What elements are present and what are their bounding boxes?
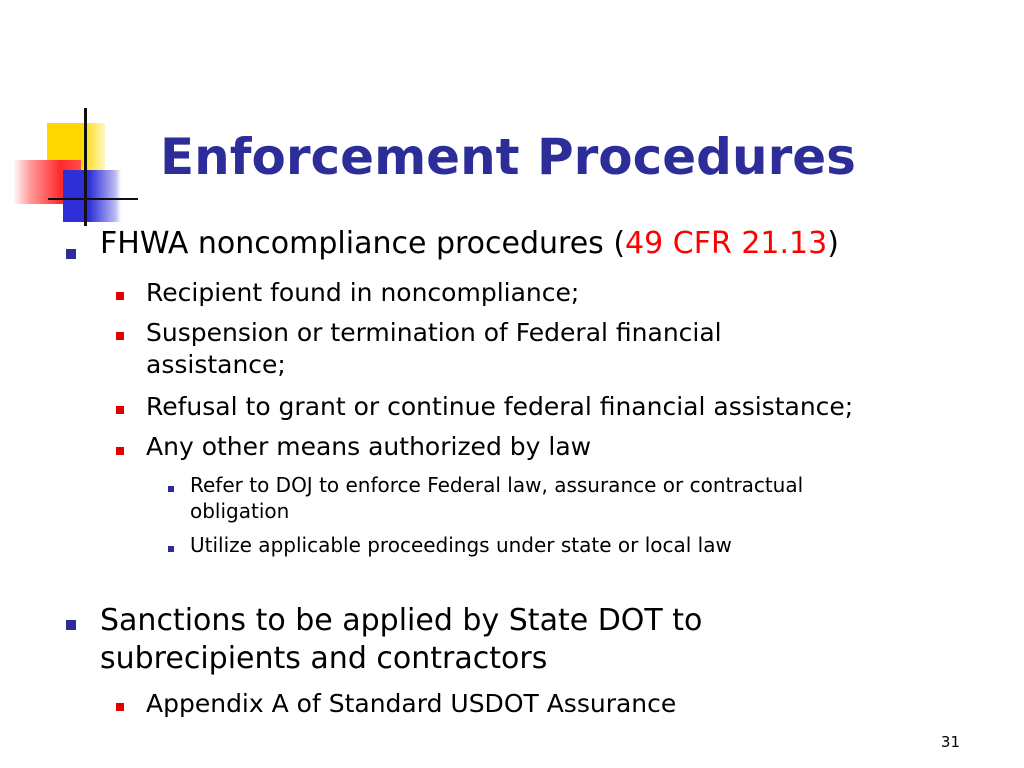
bullet-square-icon [66,620,76,630]
bullet-square-icon [116,332,124,340]
page-number: 31 [940,733,960,751]
bullet-fhwa-procedures [100,226,839,262]
bullet-text-end: ) [827,226,839,261]
bullet-sanctions: Sanctions to be applied by State DOT to [100,603,703,638]
cfr-reference: 49 CFR 21.13 [625,226,828,261]
decorative-squares-logo [0,0,160,240]
sub-bullet-other-means: Any other means authorized by law [146,432,592,461]
sub-sub-bullet-state-law: Utilize applicable proceedings under state or local law [190,533,732,557]
sub-sub-bullet-doj-cont: obligation [190,499,290,523]
blue-square-shape [63,170,121,222]
sub-bullet-suspension: Suspension or termination of Federal financial [146,318,722,347]
sub-bullet-appendix-a: Appendix A of Standard USDOT Assurance [146,689,677,718]
sub-sub-bullet-doj: Refer to DOJ to enforce Federal law, assurance or contractual [190,473,804,497]
bullet-text: FHWA noncompliance procedures ( [100,226,626,261]
bullet-sanctions-cont: subrecipients and contractors [100,641,548,676]
bullet-square-icon [168,546,174,552]
bullet-square-icon [116,406,124,414]
bullet-square-icon [116,292,124,300]
sub-bullet-recipient: Recipient found in noncompliance; [146,278,580,307]
slide-title: Enforcement Procedures [160,128,856,186]
bullet-square-icon [116,703,124,711]
horizontal-line-shape [48,198,138,200]
bullet-square-icon [66,249,76,259]
sub-bullet-suspension-cont: assistance; [146,350,286,379]
vertical-line-shape [84,108,87,226]
sub-bullet-refusal: Refusal to grant or continue federal financial assistance; [146,392,854,421]
bullet-square-icon [168,486,174,492]
bullet-square-icon [116,447,124,455]
